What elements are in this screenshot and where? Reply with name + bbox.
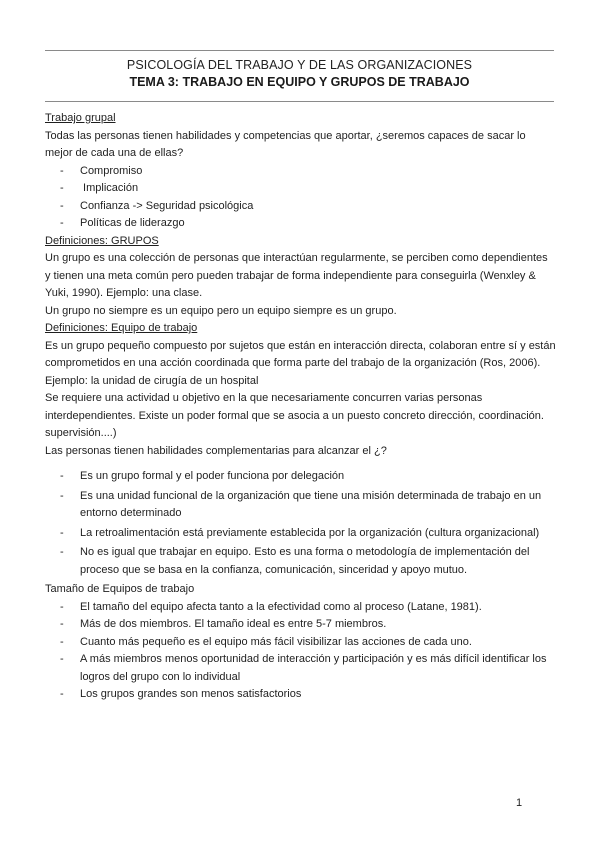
list-item: - Implicación <box>45 180 556 198</box>
topic-title: TEMA 3: TRABAJO EN EQUIPO Y GRUPOS DE TRABAJO <box>129 75 470 89</box>
list-item: - A más miembros menos oportunidad de interacción y participación y es más difícil identificar los logros del grupo con lo individual <box>45 651 556 686</box>
list-item: - Más de dos miembros. El tamaño ideal es entre 5-7 miembros. <box>45 616 556 634</box>
section-paragraph: Todas las personas tienen habilidades y competencias que aportar, ¿seremos capaces de sacar lo mejor de cada una de ellas? <box>45 129 526 159</box>
section-paragraph: Es un grupo pequeño compuesto por sujetos que están en interacción directa, colaboran entre sí y están comprometidos en una acción coordinada que forma parte del trabajo de la organización (Ros, 2006). Ejemplo: la unidad de cirugía de un hospital <box>45 339 556 387</box>
section-paragraph: Se requiere una actividad u objetivo en la que necesariamente concurren varias personas interdependientes. Existe un poder formal que se asocia a un puesto concreto dirección, coordinación. supervisión....) <box>45 392 544 439</box>
document-body <box>45 110 556 704</box>
header-bottom-rule <box>45 101 554 102</box>
section-paragraph: Las personas tienen habilidades complementarias para alcanzar el ¿? <box>45 444 387 457</box>
section-paragraph: Un grupo no siempre es un equipo pero un equipo siempre es un grupo. <box>45 304 397 317</box>
bullet-list <box>45 163 556 233</box>
list-item: - Confianza -> Seguridad psicológica <box>45 198 556 216</box>
bullet-list <box>45 468 556 579</box>
bullet-list <box>45 599 556 704</box>
section-heading-trabajo-grupal: Trabajo grupal <box>45 112 116 124</box>
list-item: - Es una unidad funcional de la organización que tiene una misión determinada de trabajo en un entorno determinado <box>45 488 556 523</box>
list-item: - Compromiso <box>45 163 556 181</box>
list-item: - Es un grupo formal y el poder funciona por delegación <box>45 468 556 486</box>
document-header <box>45 57 554 91</box>
section-heading-equipo-de-trabajo: Definiciones: Equipo de trabajo <box>45 322 198 334</box>
list-item: - Cuanto más pequeño es el equipo más fácil visibilizar las acciones de cada uno. <box>45 634 556 652</box>
list-item: - Políticas de liderazgo <box>45 215 556 233</box>
list-item: - Los grupos grandes son menos satisfactorios <box>45 686 556 704</box>
list-item: - La retroalimentación está previamente establecida por la organización (cultura organizacional) <box>45 525 556 543</box>
list-item: - El tamaño del equipo afecta tanto a la efectividad como al proceso (Latane, 1981). <box>45 599 556 617</box>
section-heading-grupos: Definiciones: GRUPOS <box>45 234 159 247</box>
header-top-rule <box>45 50 554 51</box>
page-number: 1 <box>516 797 523 809</box>
section-heading-tamano-equipos: Tamaño de Equipos de trabajo <box>45 583 195 595</box>
list-item: - No es igual que trabajar en equipo. Esto es una forma o metodología de implementación del proceso que se basa en la confianza, comunicación, sinceridad y apoyo mutuo. <box>45 544 556 579</box>
course-title: PSICOLOGÍA DEL TRABAJO Y DE LAS ORGANIZACIONES <box>126 58 473 72</box>
section-paragraph: Un grupo es una colección de personas que interactúan regularmente, se perciben como dependientes y tienen una meta común pero pueden trabajar de forma independiente para conseguirla (Wenxley & Yuki, 1990). Ejemplo: una clase. <box>45 252 548 299</box>
